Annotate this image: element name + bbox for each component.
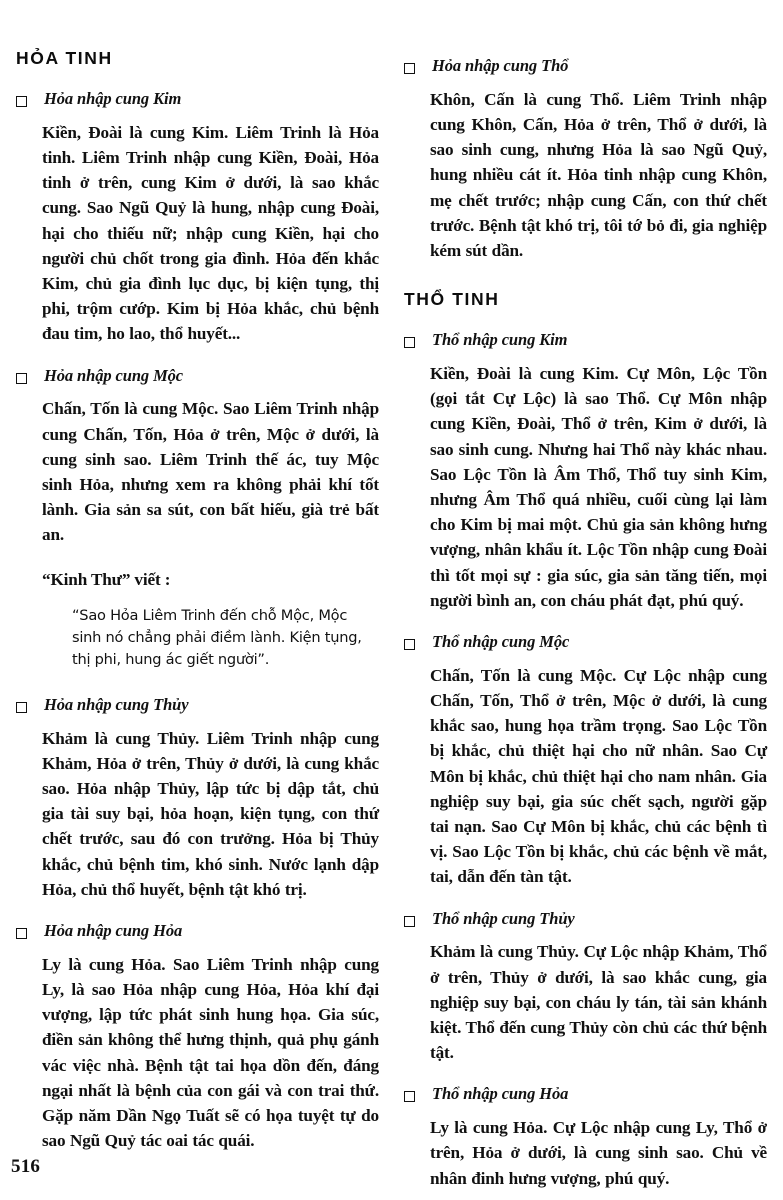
subsection-label: Thổ nhập cung Mộc <box>432 632 570 652</box>
subsection-body: Khảm là cung Thủy. Liêm Trinh nhập cung Khảm, Hỏa ở trên, Thủy ở dưới, là cung khắc sao. Hỏa nhập Thủy, lập tức bị dập tắt, chủ gia tài suy bại, hỏa hoạn, kiện tụng, con thứ chết trước, sau đó con trưởng. Hỏa bị Thủy khắc, chủ bệnh tim, khó sinh. Nước lạnh dập Hỏa, chủ thổ huyết, bệnh tật khó trị. <box>42 728 379 899</box>
square-bullet-icon <box>16 928 27 939</box>
subsection-body: Chấn, Tốn là cung Mộc. Cự Lộc nhập cung Chấn, Tốn, Thổ ở trên, Mộc ở dưới, là cung khắc sao, hung họa trầm trọng. Sao Lộc Tồn bị khắc, chủ thiệt hại cho nữ nhân. Sao Cự Môn bị khắc, chủ thiệt hại cho nam nhân. Gia nghiệp suy bại, gia súc chết sạch, người gặp tai nạn. Sao Cự Môn bị khắc, chủ các bệnh tì vị. Sao Lộc Tồn bị khắc, chủ các bệnh về mắt, tai, dẫn đến tàn tật. <box>430 665 767 887</box>
square-bullet-icon <box>404 63 415 74</box>
subsection-heading-hoa-nhap-cung-hoa <box>14 921 380 941</box>
square-bullet-icon <box>404 1091 415 1102</box>
subsection-label: Hỏa nhập cung Thủy <box>44 694 189 714</box>
subsection-heading-tho-nhap-cung-kim <box>402 330 768 350</box>
subsection-heading-tho-nhap-cung-thuy <box>402 909 768 929</box>
subsection-label: Hỏa nhập cung Thổ <box>432 56 569 75</box>
subsection-heading-hoa-nhap-cung-thuy <box>14 695 380 715</box>
left-column <box>14 48 380 1151</box>
subsection-heading-hoa-nhap-cung-kim <box>14 89 380 109</box>
subsection-label: Hỏa nhập cung Mộc <box>44 365 184 385</box>
subsection-heading-tho-nhap-cung-moc <box>402 632 768 652</box>
square-bullet-icon <box>404 639 415 650</box>
square-bullet-icon <box>404 916 415 927</box>
subsection-body: Kiền, Đoài là cung Kim. Liêm Trinh là Hỏa tinh. Liêm Trinh nhập cung Kiền, Đoài, Hỏa tinh ở trên, cung Kim ở dưới, là sao khắc cung. Sao Ngũ Quỷ là hung, nhập cung Đoài, hại cho thiếu nữ; nhập cung Kiền, hại cho người chủ chốt trong gia đình. Hỏa đến khắc Kim, chủ gia đình lục dục, bị kiện tụng, thị phi, trộm cướp. Kim bị Hỏa khắc, chủ bệnh đau tim, ho lao, thổ huyết... <box>42 122 379 344</box>
subsection-label: Thổ nhập cung Thủy <box>432 908 575 928</box>
subsection-heading-hoa-nhap-cung-tho <box>402 56 768 76</box>
subsection-label: Thổ nhập cung Kim <box>432 330 568 350</box>
subsection-body: Ly là cung Hỏa. Cự Lộc nhập cung Ly, Thổ ở trên, Hỏa ở dưới, là cung sinh sao. Chủ về nhân đinh hưng vượng, phú quý. <box>430 1118 767 1188</box>
subsection-body: Khảm là cung Thủy. Cự Lộc nhập Khảm, Thổ ở trên, Thủy ở dưới, là sao khắc cung, gia nghiệp suy bại, con cháu ly tán, tài sản khánh kiệt. Thổ đến cung Thủy còn chủ các thứ bệnh tật. <box>430 942 767 1063</box>
subsection-heading-tho-nhap-cung-hoa <box>402 1084 768 1104</box>
quote-lead-in: “Kinh Thư” viết : <box>42 569 171 589</box>
square-bullet-icon <box>16 373 27 384</box>
section-title-hoa-tinh: HỎA TINH <box>16 48 113 68</box>
quote-block: “Sao Hỏa Liêm Trinh đến chỗ Mộc, Mộc sinh nó chẳng phải điềm lành. Kiện tụng, thị phi, hung ác giết người”. <box>72 606 362 669</box>
section-title-tho-tinh: THỔ TINH <box>404 289 500 310</box>
subsection-body: Chấn, Tốn là cung Mộc. Sao Liêm Trinh nhập cung Chấn, Tốn, Hỏa ở trên, Mộc ở dưới, là cung sinh sao. Liêm Trinh thế ác, tuy Mộc sinh Hỏa, nhưng xem ra không phải khí tốt lành. Gia sản sa sút, con bất hiếu, già trẻ bất an. <box>42 399 379 545</box>
subsection-label: Hỏa nhập cung Kim <box>44 89 182 108</box>
right-column <box>402 48 768 1188</box>
subsection-heading-hoa-nhap-cung-moc <box>14 366 380 386</box>
square-bullet-icon <box>16 96 27 107</box>
page-number: 516 <box>11 1156 41 1177</box>
square-bullet-icon <box>16 702 27 713</box>
subsection-body: Khôn, Cấn là cung Thổ. Liêm Trinh nhập cung Khôn, Cấn, Hỏa ở trên, Thổ ở dưới, là sao sinh cung, nhưng Hỏa là sao Ngũ Quỷ, hung nhiều cát ít. Hỏa tinh nhập cung Khôn, mẹ chết trước; nhập cung Cấn, con thứ chết trước. Bệnh tật khó trị, tôi tớ bỏ đi, gia nghiệp kém sút dần. <box>430 89 767 261</box>
subsection-body: Kiền, Đoài là cung Kim. Cự Môn, Lộc Tồn (gọi tắt Cự Lộc) là sao Thổ. Cự Môn nhập cung Kiền, Đoài, Thổ ở trên, Kim ở dưới, là sao sinh cung. Nhưng hai Thổ này khác nhau. Sao Lộc Tồn là Âm Thổ, Thổ tuy sinh Kim, nhưng Âm Thổ quá nhiều, cuối cùng lại làm cho Kim bị mai một. Chủ gia sản không hưng vượng, nhân khẩu ít. Lộc Tồn nhập cung Đoài thì tốt mọi sự : gia súc, gia sản tăng tiến, mọi người bình an, con cháu phát đạt, phú quý. <box>430 364 767 610</box>
subsection-label: Hỏa nhập cung Hỏa <box>44 921 183 941</box>
subsection-label: Thổ nhập cung Hỏa <box>432 1084 569 1104</box>
subsection-body: Ly là cung Hỏa. Sao Liêm Trinh nhập cung Ly, là sao Hỏa nhập cung Hỏa, Hỏa khí đại vượng, lập tức phát sinh hung họa. Gia súc, điền sản không thể hưng thịnh, quả phụ gánh vác việc nhà. Bệnh tật tai họa dồn đến, đáng ngại nhất là bệnh của con gái và con trai thứ. Gặp năm Dần Ngọ Tuất sẽ có họa tuyệt tự do sao Ngũ Quỷ tác oai tác quái. <box>42 954 379 1151</box>
square-bullet-icon <box>404 337 415 348</box>
